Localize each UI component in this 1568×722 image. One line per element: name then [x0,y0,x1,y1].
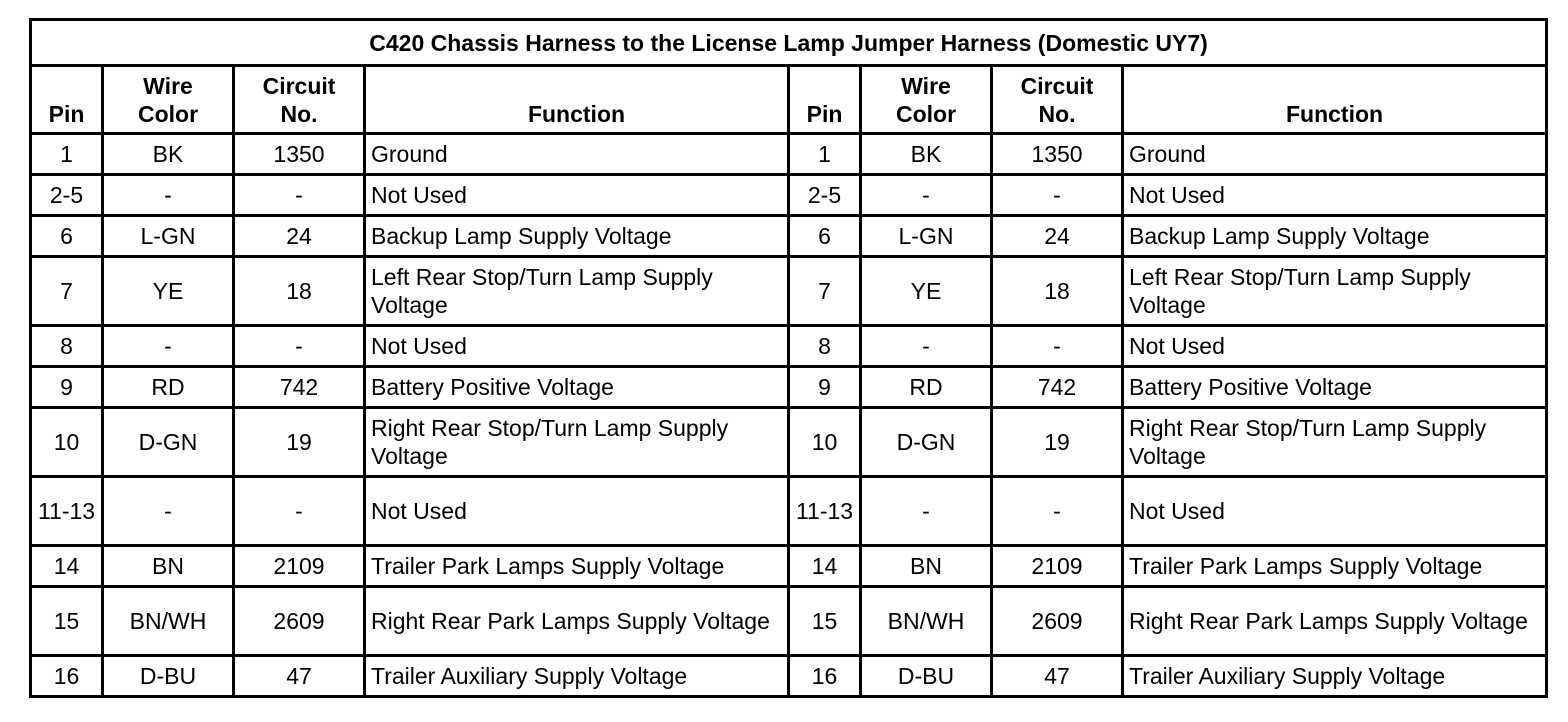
function-cell: Not Used [1123,175,1547,216]
wire-color-cell: BN/WH [861,587,992,656]
pin-cell: 10 [31,408,103,477]
pin-cell: 16 [789,656,861,697]
table-row [31,546,1547,587]
pin-cell: 8 [31,326,103,367]
function-cell: Battery Positive Voltage [1123,367,1547,408]
circuit-cell: 2109 [992,546,1123,587]
circuit-cell: 2609 [234,587,365,656]
header-circuit-no: Circuit No. [992,66,1123,134]
circuit-cell: 19 [234,408,365,477]
circuit-cell: - [234,326,365,367]
pin-cell: 11-13 [789,477,861,546]
pin-cell: 15 [789,587,861,656]
circuit-cell: 2109 [234,546,365,587]
table-body [31,134,1547,697]
function-cell: Left Rear Stop/Turn Lamp Supply Voltage [365,257,789,326]
function-cell: Battery Positive Voltage [365,367,789,408]
circuit-cell: 24 [234,216,365,257]
wire-color-cell: - [861,175,992,216]
wire-color-cell: BK [103,134,234,175]
pin-cell: 14 [31,546,103,587]
circuit-cell: 2609 [992,587,1123,656]
pin-cell: 9 [31,367,103,408]
pinout-table [29,18,1548,698]
function-cell: Trailer Park Lamps Supply Voltage [365,546,789,587]
table-row [31,216,1547,257]
pin-cell: 16 [31,656,103,697]
pin-cell: 10 [789,408,861,477]
wire-color-cell: - [861,326,992,367]
table-row [31,408,1547,477]
header-wire-color: Wire Color [861,66,992,134]
wire-color-cell: - [103,326,234,367]
table-row [31,134,1547,175]
function-cell: Backup Lamp Supply Voltage [1123,216,1547,257]
function-cell: Not Used [365,175,789,216]
header-function: Function [365,66,789,134]
header-function: Function [1123,66,1547,134]
wire-color-cell: - [103,477,234,546]
wire-color-cell: D-GN [861,408,992,477]
table-row [31,656,1547,697]
circuit-cell: - [992,477,1123,546]
table-row [31,587,1547,656]
wire-color-cell: D-BU [861,656,992,697]
wire-color-cell: RD [103,367,234,408]
function-cell: Trailer Auxiliary Supply Voltage [1123,656,1547,697]
function-cell: Left Rear Stop/Turn Lamp Supply Voltage [1123,257,1547,326]
circuit-cell: 47 [992,656,1123,697]
function-cell: Trailer Auxiliary Supply Voltage [365,656,789,697]
header-pin: Pin [31,66,103,134]
function-cell: Not Used [1123,477,1547,546]
pin-cell: 11-13 [31,477,103,546]
circuit-cell: - [992,326,1123,367]
circuit-cell: 24 [992,216,1123,257]
table-row [31,257,1547,326]
pin-cell: 2-5 [789,175,861,216]
wire-color-cell: YE [103,257,234,326]
wire-color-cell: D-BU [103,656,234,697]
table-row [31,326,1547,367]
header-wire-color: Wire Color [103,66,234,134]
wire-color-cell: BN [861,546,992,587]
header-pin: Pin [789,66,861,134]
wire-color-cell: RD [861,367,992,408]
circuit-cell: 18 [992,257,1123,326]
table-row [31,367,1547,408]
wire-color-cell: - [861,477,992,546]
circuit-cell: 19 [992,408,1123,477]
wire-color-cell: BN/WH [103,587,234,656]
pin-cell: 14 [789,546,861,587]
circuit-cell: - [992,175,1123,216]
function-cell: Not Used [365,477,789,546]
pin-cell: 8 [789,326,861,367]
circuit-cell: - [234,175,365,216]
wire-color-cell: YE [861,257,992,326]
table-title: C420 Chassis Harness to the License Lamp Jumper Harness (Domestic UY7) [31,20,1547,66]
pin-cell: 1 [31,134,103,175]
function-cell: Not Used [1123,326,1547,367]
function-cell: Backup Lamp Supply Voltage [365,216,789,257]
circuit-cell: 1350 [992,134,1123,175]
pin-cell: 2-5 [31,175,103,216]
pin-cell: 6 [789,216,861,257]
pin-cell: 15 [31,587,103,656]
header-circuit-no: Circuit No. [234,66,365,134]
function-cell: Right Rear Stop/Turn Lamp Supply Voltage [1123,408,1547,477]
wire-color-cell: BN [103,546,234,587]
table-row [31,477,1547,546]
function-cell: Right Rear Stop/Turn Lamp Supply Voltage [365,408,789,477]
wire-color-cell: - [103,175,234,216]
wire-color-cell: L-GN [861,216,992,257]
function-cell: Trailer Park Lamps Supply Voltage [1123,546,1547,587]
pin-cell: 7 [789,257,861,326]
pin-cell: 9 [789,367,861,408]
function-cell: Right Rear Park Lamps Supply Voltage [365,587,789,656]
circuit-cell: 1350 [234,134,365,175]
circuit-cell: 742 [234,367,365,408]
table-row [31,175,1547,216]
function-cell: Right Rear Park Lamps Supply Voltage [1123,587,1547,656]
pin-cell: 1 [789,134,861,175]
function-cell: Ground [365,134,789,175]
circuit-cell: 47 [234,656,365,697]
circuit-cell: 18 [234,257,365,326]
pin-cell: 7 [31,257,103,326]
function-cell: Not Used [365,326,789,367]
wire-color-cell: L-GN [103,216,234,257]
wire-color-cell: BK [861,134,992,175]
wire-color-cell: D-GN [103,408,234,477]
header-row [31,66,1547,134]
pin-cell: 6 [31,216,103,257]
circuit-cell: 742 [992,367,1123,408]
function-cell: Ground [1123,134,1547,175]
circuit-cell: - [234,477,365,546]
